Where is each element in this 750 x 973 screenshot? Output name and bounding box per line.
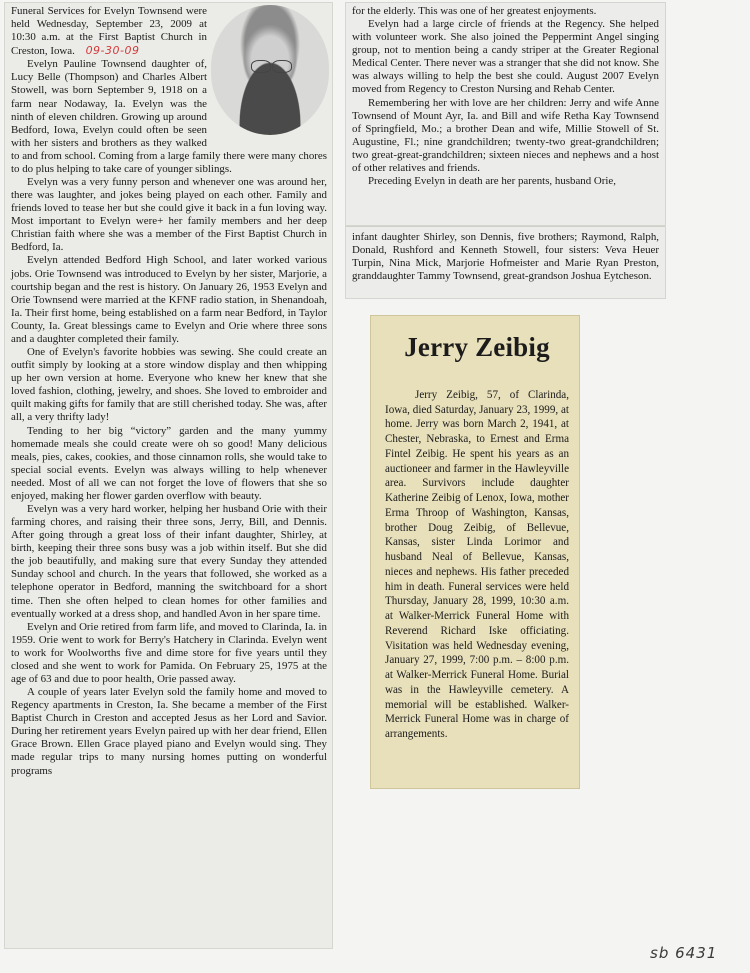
paragraph: Evelyn had a large circle of friends at the Regency. She helped with volunteer work. She also joined the Peppermint Angel singing group, not to mention being a candy striper at the Greater Regional Medical Center. There never was a stranger that she did not know. She was always willing to help the best she could. August 2007 Evelyn moved from Regency to Creston Nursing and Rehab Center. (352, 18, 659, 96)
eyeglass-left (251, 60, 271, 73)
paragraph: Remembering her with love are her children: Jerry and wife Anne Townsend of Mount Ayr, Ia. and Bill and wife Retha Kay Townsend of Springfield, Mo.; a brother Dean and wife, Millie Stowell of St. Augustine, Fl.; nine grandchildren; twenty-two great-grandchildren; two great-great-grandchildren; sixteen nieces and nephews and a host of other relatives and friends. (352, 96, 659, 174)
paragraph: Evelyn attended Bedford High School, and later worked various jobs. Orie Townsend was introduced to Evelyn by her sister, Marjorie, a courtship began and the rest is history. On January 26, 1953 Evelyn and Orie Townsend were married at the KFNF radio station, in Shenandoah, Ia. Their first home, being established on a farm near Bedford, in Taylor County, Ia. Great blessings came to Evelyn and Orie where three sons and a daughter completed their family. (11, 254, 327, 345)
paragraph: infant daughter Shirley, son Dennis, five brothers; Raymond, Ralph, Donald, Rushford and Kenneth Stowell, four sisters: Veva Heuer Turpin, Nina Mick, Marjorie Hofmeister and Marie Ryan Preston, granddaughter Tammy Townsend, great-grandson Joshua Eytcheson. (352, 231, 659, 283)
obituary-intro: Funeral Services for Evelyn Townsend were held Wednesday, September 23, 2009 at 10:30 a.m. at the First Baptist Church in Creston, Iowa. 09-30-09 (11, 5, 207, 58)
paragraph: Evelyn was a very funny person and whenever one was around her, there was laughter, and jokes being played on each other. Family and friends loved to tease her but she could give it back in a fun loving way. Most important to Evelyn were+ her family members and her deep Christian faith where she was a member of the First Baptist Church in Bedford, Ia. (11, 176, 327, 254)
handwritten-date: 09-30-09 (85, 44, 140, 58)
paragraph: Evelyn Pauline Townsend daughter of, Lucy Belle (Thompson) and Charles Albert Stowell, was born September 9, 1918 on a farm near Nodaway, Ia. Evelyn was the ninth of eleven children. Growing up around Bedford, Iowa, Evelyn could often be seen with her sisters and brothers as they walked to and from school. Coming from a large family there were many chores to do plus helping to take care of younger siblings. (11, 58, 327, 175)
portrait-photo (211, 5, 329, 135)
obituary-body: Jerry Zeibig, 57, of Clarinda, Iowa, died Saturday, January 23, 1999, at home. Jerry was born March 2, 1941, at Chester, Nebraska, to Ernest and Erma Fintel Zeibig. He spent his years as an auctioneer and farmer in the Hawleyville area. Survivors include daughter Katherine Zeibig of Lenox, Iowa, mother Erma Throop of Washington, Kansas, brother Doug Zeibig, of Bellevue, Kansas, sister Linda Lorimor and husband Neal of Bellevue, Kansas, nieces and nephews. His father preceded him in death. Funeral services were held Thursday, January 28, 1999, 10:30 a.m. at Walker-Merrick Funeral Home with Reverend Richard Iske officiating. Visitation was held Wednesday evening, January 27, 1999, 7:00 p.m. – 8:00 p.m. at Walker-Merrick Funeral Home. Burial was in the Hawleyville cemetery. A memorial will be established. Walker-Merrick Funeral Home was in charge of arrangements. (385, 388, 569, 741)
handwritten-catalog-number: sb 6431 (650, 944, 718, 962)
paragraph: Evelyn and Orie retired from farm life, and moved to Clarinda, Ia. in 1959. Orie went to work for Berry's Hatchery in Clarinda. Evelyn went to work for Woolworths five and dime store for five years until they closed and she went to work for Pamida. On February 25, 1975 at the age of 63 and due to poor health, Orie passed away. (11, 620, 327, 685)
paragraph: for the elderly. This was one of her greatest enjoyments. (352, 5, 597, 17)
paragraph: Preceding Evelyn in death are her parents, husband Orie, (368, 175, 616, 188)
paragraph: One of Evelyn's favorite hobbies was sewing. She could create an outfit simply by looking at a store window display and then whipping up her own version at home. Everyone who knew her knew that she loved fashion, clothing, jewelry, and shoes. She loved to embroider and quilt making gifts for family that are still cherished today. She was, after all, a very thrifty lady! (11, 346, 327, 424)
evelyn-townsend-obituary (5, 3, 332, 948)
paragraph: Evelyn was a very hard worker, helping her husband Orie with their farming chores, and raising their three sons, Jerry, Bill, and Dennis. After going through a great loss of their infant daughter, Shirley, at birth, keeping their three sons busy was a job within itself. But she did the job beautifully, and making sure that every Sunday they attended Sunday school and church. In the years that followed, she worked as a telephone operator in Bedford, manning the switchboard for a short time. Then she often helped to clean homes for other families and eventually worked at a dress shop, and handled Avon in her spare time. (11, 502, 327, 620)
paragraph: Tending to her big “victory” garden and the many yummy homemade meals she could create were oh so good! Many delicious meals, pies, cakes, cookies, and those cinnamon rolls, she would take to special social events. Evelyn was always willing to help whenever needed. Most of all we can not forget the love of flowers that she so enjoyed, making her flower garden overflow with beauty. (11, 424, 327, 502)
evelyn-obituary-continuation (346, 226, 665, 298)
evelyn-obituary-continued (346, 3, 665, 226)
eyeglass-right (272, 60, 292, 73)
obituary-title: Jerry Zeibig (404, 332, 550, 362)
jerry-zeibig-obituary (371, 316, 579, 788)
paragraph: A couple of years later Evelyn sold the family home and moved to Regency apartments in Creston, Ia. She became a member of the First Baptist Church in Creston and accepted Jesus as her Lord and Savior. During her retirement years Evelyn paired up with her dear friend, Ellen Grace Brown. Ellen Grace played piano and Evelyn would sing. They made regular trips to many nursing homes putting on wonderful programs (11, 686, 327, 777)
